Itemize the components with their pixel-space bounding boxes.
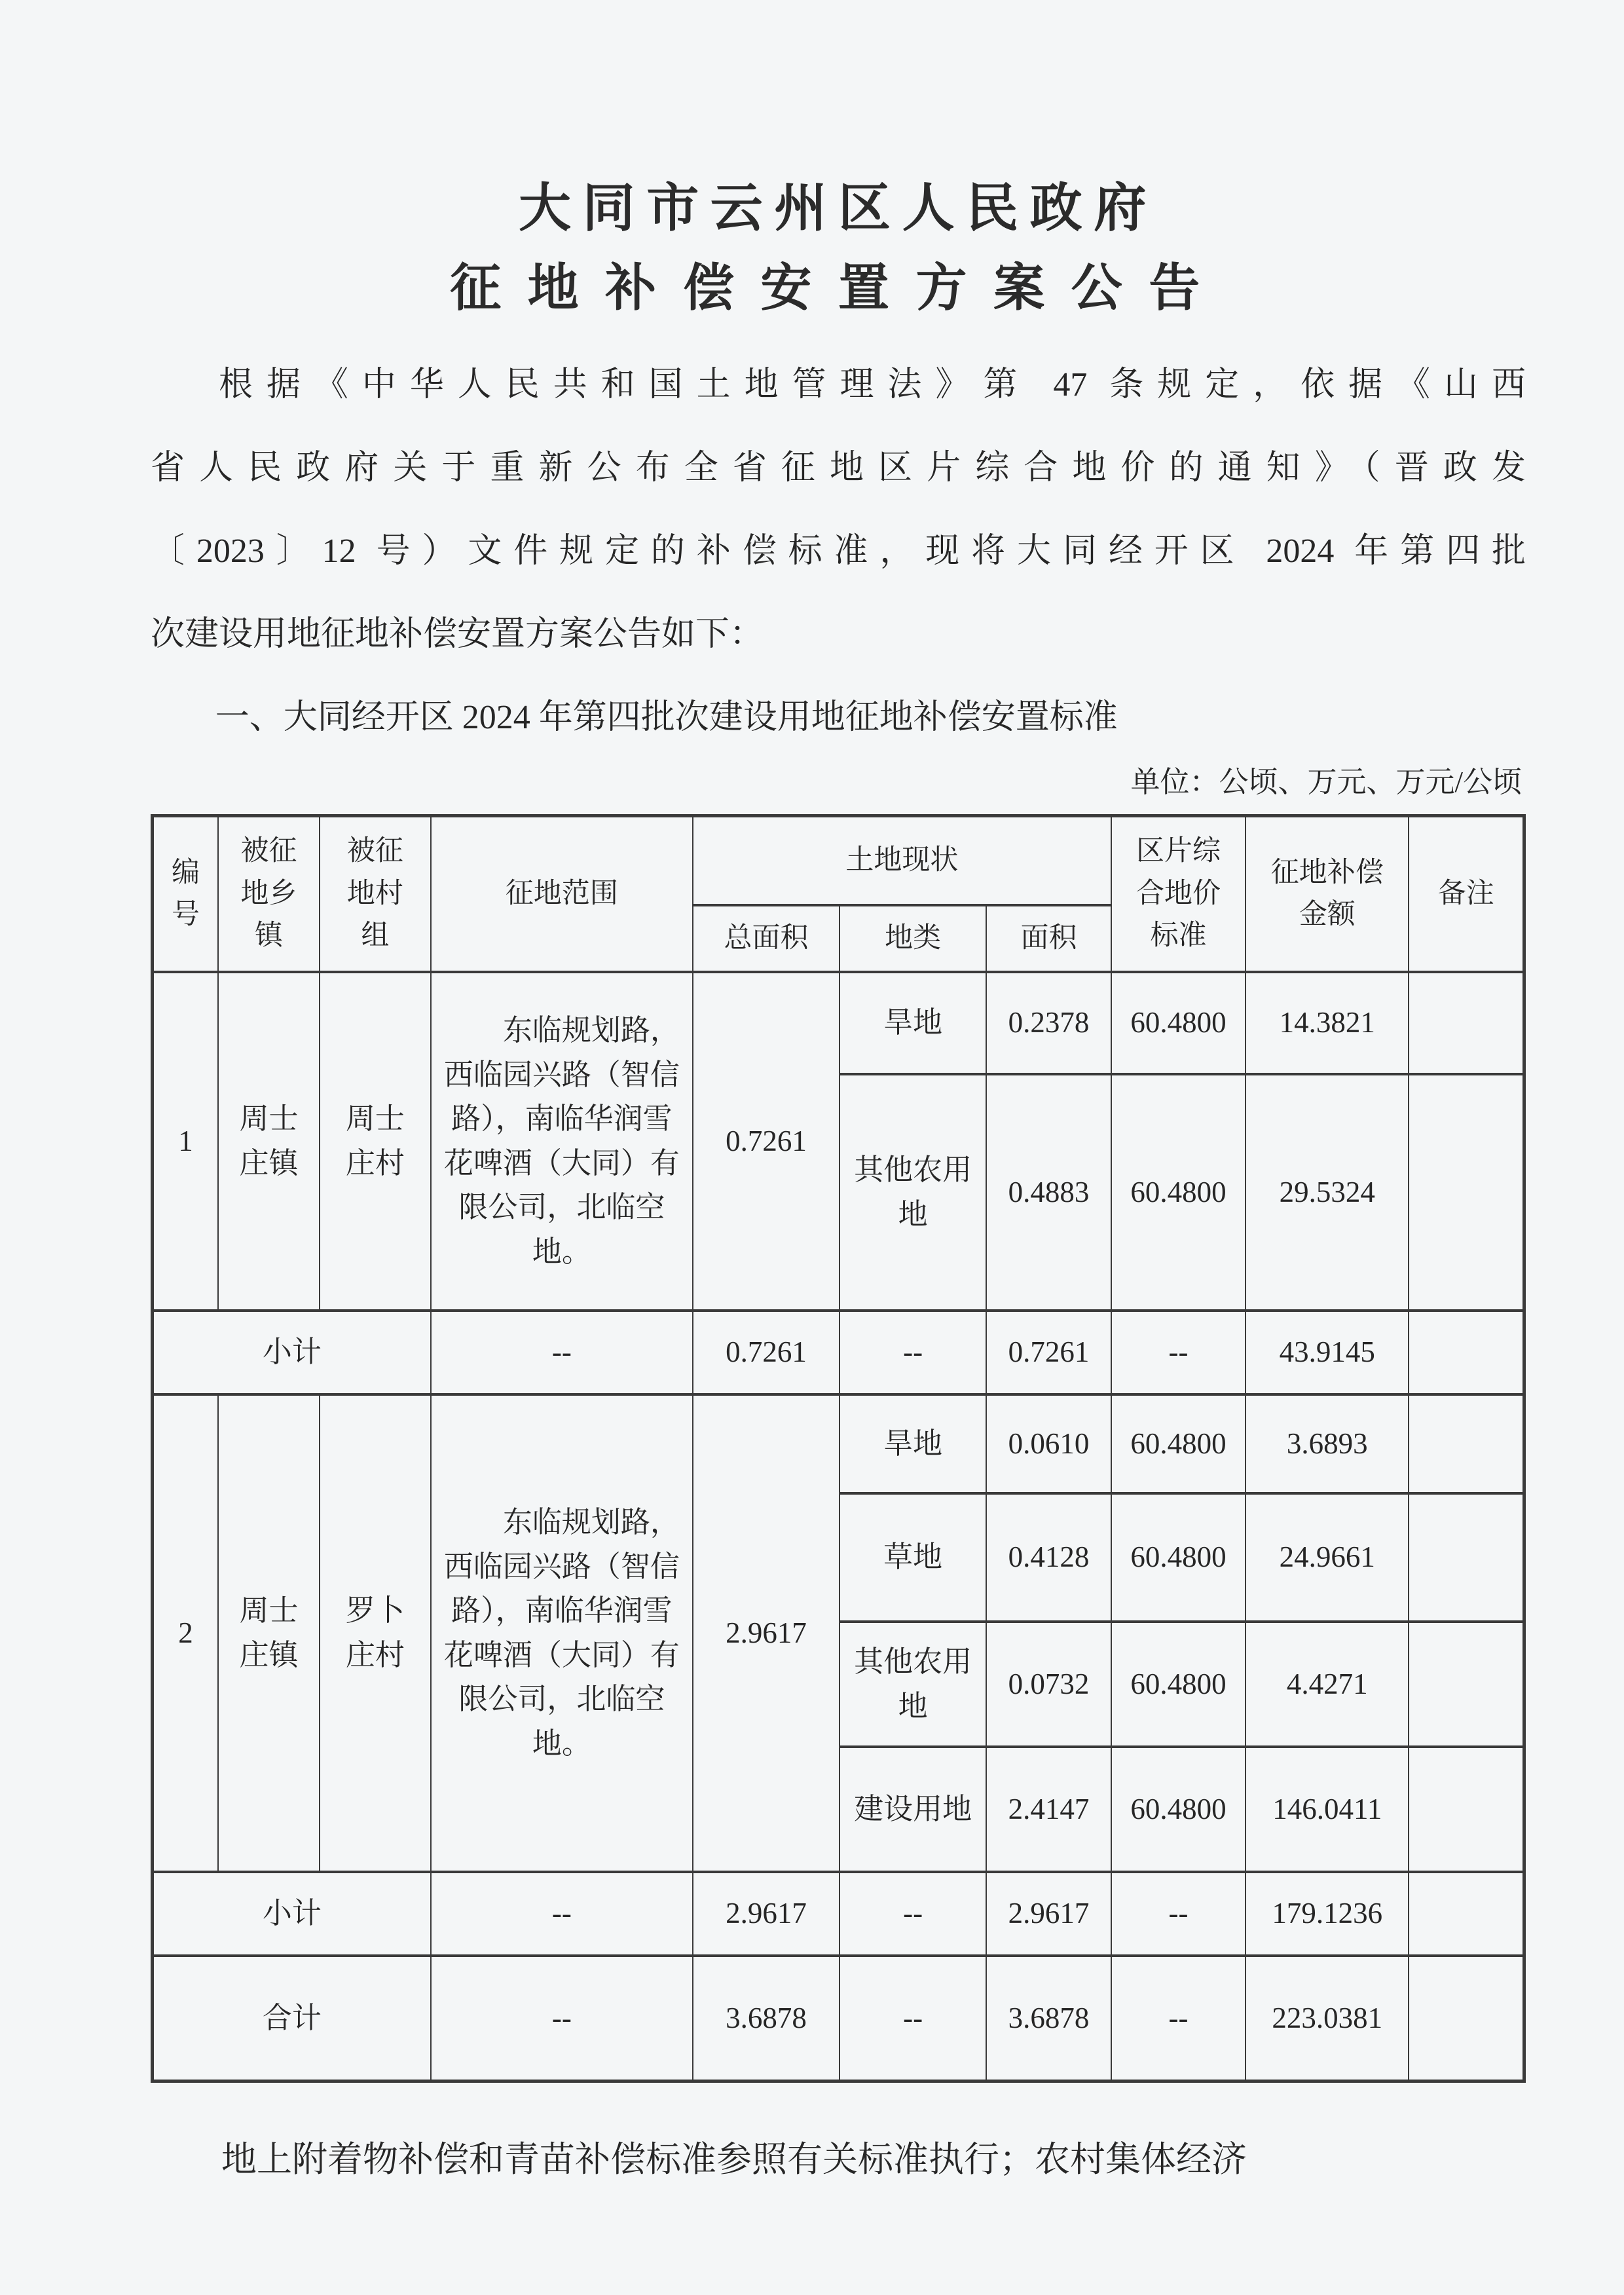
document-title-line2: 征地补偿安置方案公告 xyxy=(450,259,1227,316)
cell-land-type: 旱地 xyxy=(840,1394,986,1493)
cell-subtotal-area: 0.7261 xyxy=(986,1311,1111,1394)
cell-total-area: 3.6878 xyxy=(986,1956,1111,2081)
document-title xyxy=(151,170,1526,329)
cell-total-area: 0.7261 xyxy=(693,972,840,1311)
cell-total-compensation: 223.0381 xyxy=(1246,1956,1409,2081)
cell-subtotal-remark xyxy=(1409,1872,1524,1956)
intro-paragraph xyxy=(151,343,1526,676)
cell-land-type: 其他农用地 xyxy=(840,1622,986,1747)
th-price-standard-label: 区片综合地价标准 xyxy=(1136,836,1221,952)
cell-remark xyxy=(1409,1493,1524,1622)
cell-township xyxy=(218,1394,320,1872)
th-compensation xyxy=(1246,816,1409,973)
cell-remark xyxy=(1409,1747,1524,1872)
cell-subtotal-land-type: -- xyxy=(840,1311,986,1394)
cell-total-total-area: 3.6878 xyxy=(693,1956,840,2081)
cell-no: 2 xyxy=(153,1394,219,1872)
cell-remark xyxy=(1409,1622,1524,1747)
cell-compensation: 14.3821 xyxy=(1246,972,1409,1074)
cell-area: 0.0610 xyxy=(986,1394,1111,1493)
th-no xyxy=(153,816,219,973)
cell-village-text: 周士庄村 xyxy=(345,1102,405,1180)
cell-compensation: 29.5324 xyxy=(1246,1074,1409,1311)
cell-village xyxy=(320,972,431,1311)
cell-price: 60.4800 xyxy=(1111,1394,1246,1493)
cell-area: 0.4128 xyxy=(986,1493,1111,1622)
cell-land-type: 草地 xyxy=(840,1493,986,1622)
intro-line-1: 根据《中华人民共和国土地管理法》第 47 条规定，依据《山西 xyxy=(219,366,1526,403)
cell-subtotal-label: 小计 xyxy=(153,1872,431,1956)
unit-note: 单位：公顷、万元、万元/公顷 xyxy=(1130,766,1522,798)
cell-total-scope: -- xyxy=(431,1956,693,2081)
th-remark: 备注 xyxy=(1409,816,1524,973)
cell-township-text: 周士庄镇 xyxy=(239,1594,299,1671)
cell-remark xyxy=(1409,1074,1524,1311)
cell-land-type: 其他农用地 xyxy=(840,1074,986,1311)
th-total-area: 总面积 xyxy=(693,905,840,972)
cell-subtotal-price: -- xyxy=(1111,1311,1246,1394)
cell-price: 60.4800 xyxy=(1111,972,1246,1074)
th-land-status: 土地现状 xyxy=(693,816,1111,906)
cell-township xyxy=(218,972,320,1311)
cell-township-text: 周士庄镇 xyxy=(239,1102,299,1180)
cell-scope: 东临规划路，西临园兴路（智信路），南临华润雪花啤酒（大同）有限公司，北临空地。 xyxy=(431,1394,693,1872)
cell-total-label: 合计 xyxy=(153,1956,431,2081)
cell-price: 60.4800 xyxy=(1111,1074,1246,1311)
cell-compensation: 146.0411 xyxy=(1246,1747,1409,1872)
cell-subtotal-label: 小计 xyxy=(153,1311,431,1394)
th-price-standard xyxy=(1111,816,1246,973)
table-header-row-1 xyxy=(153,816,1524,906)
group1-subtotal-row xyxy=(153,1311,1524,1394)
th-village-label: 被征地村组 xyxy=(346,836,403,952)
cell-total-land-type: -- xyxy=(840,1956,986,2081)
cell-subtotal-compensation: 179.1236 xyxy=(1246,1872,1409,1956)
intro-line-2: 省人民政府关于重新公布全省征地区片综合地价的通知》（晋政发 xyxy=(151,449,1526,487)
cell-area: 0.0732 xyxy=(986,1622,1111,1747)
cell-subtotal-scope: -- xyxy=(431,1872,693,1956)
th-scope: 征地范围 xyxy=(431,816,693,973)
cell-area: 0.2378 xyxy=(986,972,1111,1074)
cell-price: 60.4800 xyxy=(1111,1493,1246,1622)
cell-village-text: 罗卜庄村 xyxy=(345,1594,405,1671)
cell-price: 60.4800 xyxy=(1111,1622,1246,1747)
intro-line-4: 次建设用地征地补偿安置方案公告如下： xyxy=(151,616,764,653)
th-no-label: 编号 xyxy=(172,857,200,930)
group2-parcel-row-1 xyxy=(153,1394,1524,1493)
cell-subtotal-scope: -- xyxy=(431,1311,693,1394)
group2-subtotal-row xyxy=(153,1872,1524,1956)
cell-total-price: -- xyxy=(1111,1956,1246,2081)
group1-parcel-row-1 xyxy=(153,972,1524,1074)
th-village xyxy=(320,816,431,973)
cell-land-type: 建设用地 xyxy=(840,1747,986,1872)
cell-compensation: 24.9661 xyxy=(1246,1493,1409,1622)
cell-subtotal-total-area: 2.9617 xyxy=(693,1872,840,1956)
cell-price: 60.4800 xyxy=(1111,1747,1246,1872)
cell-subtotal-remark xyxy=(1409,1311,1524,1394)
th-compensation-label: 征地补偿金额 xyxy=(1270,857,1384,930)
grand-total-row xyxy=(153,1956,1524,2081)
intro-line-3: 〔2023〕12 号）文件规定的补偿标准，现将大同经开区 2024 年第四批 xyxy=(151,532,1526,570)
compensation-table xyxy=(151,814,1526,2083)
th-land-type: 地类 xyxy=(840,905,986,972)
th-township xyxy=(218,816,320,973)
cell-village xyxy=(320,1394,431,1872)
th-township-label: 被征地乡镇 xyxy=(240,836,297,952)
document-title-line1: 大同市云州区人民政府 xyxy=(519,179,1158,237)
th-area: 面积 xyxy=(986,905,1111,972)
cell-compensation: 4.4271 xyxy=(1246,1622,1409,1747)
cell-subtotal-price: -- xyxy=(1111,1872,1246,1956)
cell-scope: 东临规划路，西临园兴路（智信路），南临华润雪花啤酒（大同）有限公司，北临空地。 xyxy=(431,972,693,1311)
closing-paragraph: 地上附着物补偿和青苗补偿标准参照有关标准执行；农村集体经济 xyxy=(221,2140,1247,2179)
cell-subtotal-compensation: 43.9145 xyxy=(1246,1311,1409,1394)
cell-area: 0.4883 xyxy=(986,1074,1111,1311)
cell-subtotal-area: 2.9617 xyxy=(986,1872,1111,1956)
cell-subtotal-total-area: 0.7261 xyxy=(693,1311,840,1394)
cell-no: 1 xyxy=(153,972,219,1311)
cell-compensation: 3.6893 xyxy=(1246,1394,1409,1493)
cell-total-remark xyxy=(1409,1956,1524,2081)
cell-land-type: 旱地 xyxy=(840,972,986,1074)
cell-total-area: 2.9617 xyxy=(693,1394,840,1872)
cell-remark xyxy=(1409,1394,1524,1493)
section-heading: 一、大同经开区 2024 年第四批次建设用地征地补偿安置标准 xyxy=(215,699,1118,736)
cell-remark xyxy=(1409,972,1524,1074)
cell-area: 2.4147 xyxy=(986,1747,1111,1872)
cell-subtotal-land-type: -- xyxy=(840,1872,986,1956)
